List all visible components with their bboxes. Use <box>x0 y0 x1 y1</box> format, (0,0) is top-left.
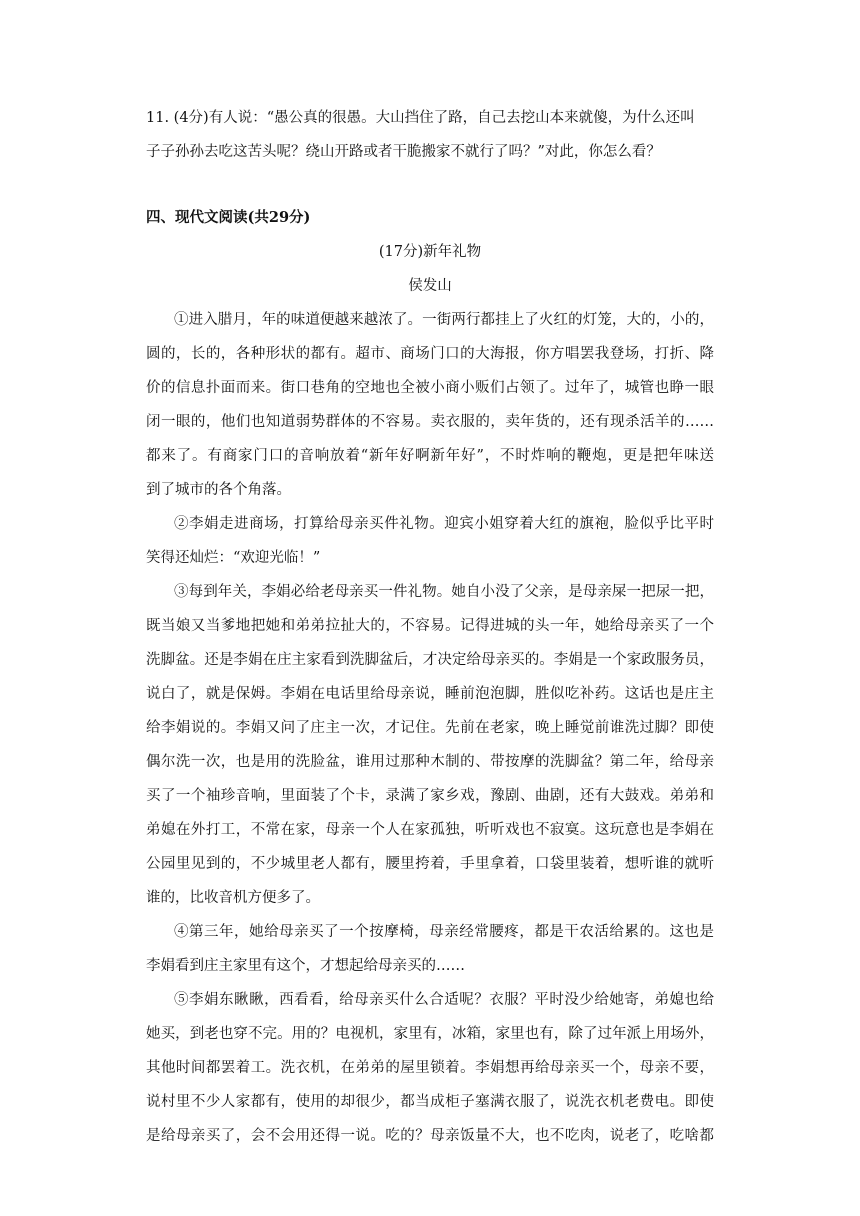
paragraph-line: ②李娟走进商场，打算给母亲买件礼物。迎宾小姐穿着大红的旗袍，脸似乎比平时 <box>174 516 714 532</box>
paragraph-line: 谁的，比收音机方便多了。 <box>146 890 320 906</box>
paragraph-line: 是给母亲买了，会不会用还得一说。吃的？母亲饭量不大，也不吃肉，说老了，吃啥都 <box>146 1128 714 1144</box>
paragraph-line: 说白了，就是保姆。李娟在电话里给母亲说，睡前泡泡脚，胜似吃补药。这话也是庄主 <box>146 686 714 702</box>
paragraph-line: ⑤李娟东瞅瞅，西看看，给母亲买什么合适呢？衣服？平时没少给她寄，弟媳也给 <box>174 992 714 1008</box>
paragraph-line: 买了一个袖珍音响，里面装了个卡，录满了家乡戏，豫剧、曲剧，还有大鼓戏。弟弟和 <box>146 788 714 804</box>
paragraph-line: 到了城市的各个角落。 <box>146 482 291 498</box>
paragraph-line: 闭一眼的，他们也知道弱势群体的不容易。卖衣服的，卖年货的，还有现杀活羊的…… <box>146 414 714 430</box>
paragraph-line: ①进入腊月，年的味道便越来越浓了。一街两行都挂上了火红的灯笼，大的，小的， <box>174 312 714 328</box>
question-11-line-1: 11. (4分)有人说：“愚公真的很愚。大山挡住了路，自己去挖山本来就傻，为什么还叫 <box>146 110 695 126</box>
paragraph-line: 既当娘又当爹地把她和弟弟拉扯大的，不容易。记得进城的头一年，她给母亲买了一个 <box>146 618 714 634</box>
paragraph-line: 公园里见到的，不少城里老人都有，腰里挎着，手里拿着，口袋里装着，想听谁的就听 <box>146 856 714 872</box>
paragraph-line: 笑得还灿烂：“欢迎光临！” <box>146 550 321 566</box>
paragraph-line: 弟媳在外打工，不常在家，母亲一个人在家孤独，听听戏也不寂寞。这玩意也是李娟在 <box>146 822 714 838</box>
paragraph-line: 给李娟说的。李娟又问了庄主一次，才记住。先前在老家，晚上睡觉前谁洗过脚？即使 <box>146 720 714 736</box>
paragraph-line: 偶尔洗一次，也是用的洗脸盆，谁用过那种木制的、带按摩的洗脚盆？第二年，给母亲 <box>146 754 714 770</box>
paragraph-line: 洗脚盆。还是李娟在庄主家看到洗脚盆后，才决定给母亲买的。李娟是一个家政服务员， <box>146 652 714 668</box>
paragraph-line: 都来了。有商家门口的音响放着“新年好啊新年好”，不时炸响的鞭炮，更是把年味送 <box>146 448 714 464</box>
paragraph-line: 她买，到老也穿不完。用的？电视机，家里有，冰箱，家里也有，除了过年派上用场外， <box>146 1026 714 1042</box>
paragraph-line: ④第三年，她给母亲买了一个按摩椅，母亲经常腰疼，都是干农活给累的。这也是 <box>174 924 714 940</box>
paragraph-line: ③每到年关，李娟必给老母亲买一件礼物。她自小没了父亲，是母亲屎一把尿一把， <box>174 584 714 600</box>
paragraph-line: 李娟看到庄主家里有这个，才想起给母亲买的…… <box>146 958 465 974</box>
question-11-line-2: 子子孙孙去吃这苦头呢？绕山开路或者干脆搬家不就行了吗？”对此，你怎么看？ <box>146 144 661 160</box>
article-heading: (17分)新年礼物 <box>378 244 482 260</box>
paragraph-line: 说村里不少人家都有，使用的却很少，都当成柜子塞满衣服了，说洗衣机老费电。即使 <box>146 1094 714 1110</box>
section-title: 四、现代文阅读(共29分) <box>146 209 311 226</box>
paragraph-line: 圆的，长的，各种形状的都有。超市、商场门口的大海报，你方唱罢我登场，打折、降 <box>146 346 714 362</box>
paragraph-line: 价的信息扑面而来。街口巷角的空地也全被小商小贩们占领了。过年了，城管也睁一眼 <box>146 380 714 396</box>
paragraph-line: 其他时间都罢着工。洗衣机，在弟弟的屋里锁着。李娟想再给母亲买一个，母亲不要， <box>146 1060 714 1076</box>
article-author: 侯发山 <box>408 278 452 294</box>
